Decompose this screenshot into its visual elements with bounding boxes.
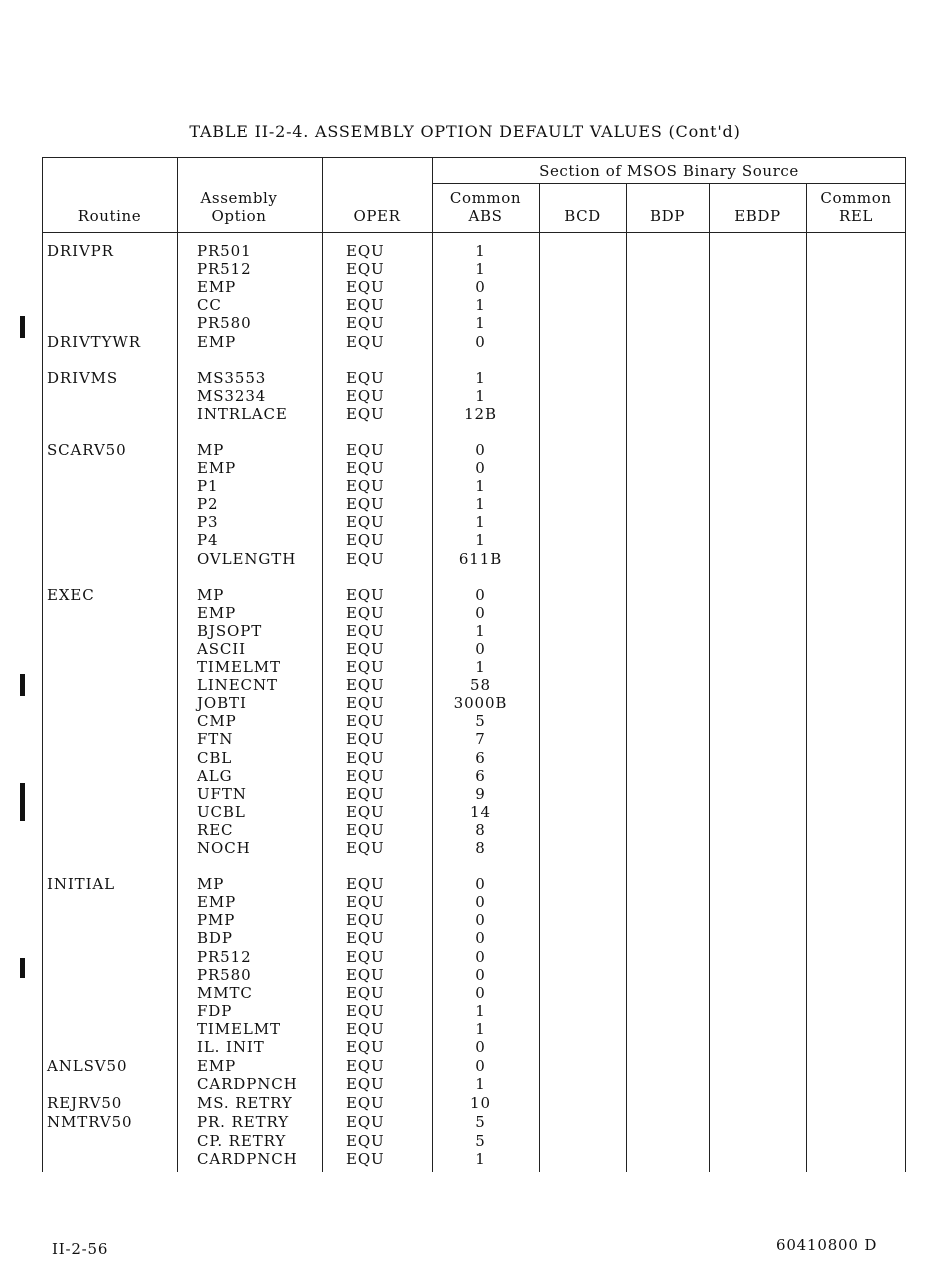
cell-option: PR512 [197,947,252,966]
assembly-option-table [42,157,906,1172]
cell-option: LINECNT [197,676,278,695]
change-bar [20,674,25,696]
cell-oper: EQU [346,965,385,984]
page-number: II-2-56 [52,1240,109,1258]
section-caption: Section of MSOS Binary Source [539,162,799,180]
cell-option: EMP [197,332,237,351]
cell-value: 0 [475,440,486,459]
cell-option: MS3553 [197,368,267,387]
cell-option: ASCII [197,639,246,658]
cell-value: 0 [475,459,486,477]
cell-oper: EQU [346,1149,385,1168]
cell-value: 1 [475,495,486,514]
cell-option: PR512 [197,260,252,279]
cell-value: 58 [470,676,491,695]
cell-value: 14 [470,802,491,821]
table-title: TABLE II-2-4. ASSEMBLY OPTION DEFAULT VALUES (Cont'd) [189,122,741,141]
cell-routine: EXEC [47,585,95,604]
cell-value: 0 [475,929,486,948]
cell-oper: EQU [346,1001,385,1020]
cell-oper: EQU [346,368,385,387]
cell-oper: EQU [346,531,385,550]
cell-oper: EQU [346,477,385,496]
common-rel-header-line2: REL [838,207,873,225]
cell-option: CARDPNCH [197,1075,298,1094]
cell-option: MP [197,585,225,604]
cell-oper: EQU [346,947,385,966]
cell-value: 1 [475,1001,486,1020]
cell-routine: INITIAL [47,875,115,894]
cell-value: 0 [475,1057,486,1076]
cell-oper: EQU [346,495,385,514]
cell-option: CARDPNCH [197,1149,298,1168]
assembly-header-line2: Option [211,207,267,225]
cell-oper: EQU [346,839,385,857]
cell-oper: EQU [346,296,385,315]
cell-oper: EQU [346,1057,385,1076]
cell-oper: EQU [346,242,385,260]
cell-option: MP [197,440,225,459]
common-abs-header-line1: Common [449,189,522,207]
cell-oper: EQU [346,658,385,676]
cell-value: 1 [475,531,486,550]
cell-value: 10 [470,1094,491,1113]
cell-oper: EQU [346,332,385,351]
cell-option: EMP [197,893,237,912]
header-divider [42,232,906,233]
cell-oper: EQU [346,784,385,803]
common-abs-header-line2: ABS [468,207,503,225]
cell-value: 5 [475,1131,486,1150]
cell-option: P3 [197,513,219,532]
document-number: 60410800 D [776,1236,878,1254]
cell-oper: EQU [346,929,385,948]
section-divider [432,183,906,184]
cell-option: PR580 [197,965,252,984]
cell-value: 0 [475,965,486,984]
table-rule [626,183,627,1172]
oper-header: OPER [353,207,401,225]
cell-option: MS. RETRY [197,1094,293,1113]
cell-routine: DRIVPR [47,242,114,260]
cell-oper: EQU [346,621,385,640]
cell-option: PMP [197,911,236,930]
cell-value: 0 [475,585,486,604]
cell-value: 1 [475,477,486,496]
cell-value: 0 [475,603,486,622]
cell-oper: EQU [346,1038,385,1056]
cell-option: BDP [197,929,233,948]
cell-option: OVLENGTH [197,549,297,568]
cell-value: 0 [475,893,486,912]
cell-value: 7 [475,730,486,749]
cell-oper: EQU [346,549,385,568]
cell-routine: ANLSV50 [47,1057,128,1076]
cell-oper: EQU [346,639,385,658]
cell-option: IL. INIT [197,1038,265,1056]
cell-value: 0 [475,983,486,1002]
cell-value: 6 [475,748,486,767]
cell-value: 5 [475,1113,486,1132]
cell-oper: EQU [346,766,385,785]
cell-value: 3000B [453,694,508,713]
table-rule [539,183,540,1172]
cell-value: 0 [475,1038,486,1056]
cell-routine: DRIVTYWR [47,332,141,351]
assembly-header-line1: Assembly [200,189,278,207]
cell-option: P1 [197,477,219,496]
change-bar [20,783,25,821]
cell-option: FTN [197,730,234,749]
cell-value: 1 [475,296,486,315]
cell-option: TIMELMT [197,1019,281,1038]
cell-value: 8 [475,820,486,839]
cell-option: CMP [197,712,237,731]
cell-value: 1 [475,513,486,532]
cell-value: 1 [475,314,486,333]
cell-oper: EQU [346,513,385,532]
cell-option: PR580 [197,314,252,333]
cell-value: 5 [475,712,486,731]
cell-oper: EQU [346,459,385,477]
table-rule [177,158,178,1172]
cell-option: ALG [197,766,233,785]
cell-value: 1 [475,1019,486,1038]
cell-oper: EQU [346,386,385,405]
cell-option: EMP [197,603,237,622]
cell-value: 1 [475,260,486,279]
cell-option: MMTC [197,983,253,1002]
cell-oper: EQU [346,1075,385,1094]
cell-routine: NMTRV50 [47,1113,133,1132]
cell-routine: DRIVMS [47,368,119,387]
ebdp-header: EBDP [734,207,781,225]
cell-value: 1 [475,1075,486,1094]
cell-option: EMP [197,278,237,297]
cell-option: CC [197,296,222,315]
cell-value: 0 [475,875,486,894]
cell-value: 611B [458,549,503,568]
cell-oper: EQU [346,440,385,459]
cell-oper: EQU [346,748,385,767]
cell-routine: REJRV50 [47,1094,123,1113]
cell-option: JOBTI [197,694,247,713]
bcd-header: BCD [564,207,601,225]
cell-value: 0 [475,278,486,297]
cell-value: 1 [475,1149,486,1168]
cell-routine: SCARV50 [47,440,127,459]
cell-value: 1 [475,621,486,640]
cell-oper: EQU [346,875,385,894]
cell-value: 1 [475,386,486,405]
cell-oper: EQU [346,1113,385,1132]
cell-oper: EQU [346,712,385,731]
table-rule [322,158,323,1172]
cell-option: PR. RETRY [197,1113,290,1132]
cell-value: 8 [475,839,486,857]
cell-oper: EQU [346,694,385,713]
cell-oper: EQU [346,260,385,279]
cell-oper: EQU [346,676,385,695]
cell-option: PR501 [197,242,252,260]
bdp-header: BDP [650,207,685,225]
cell-option: CBL [197,748,233,767]
cell-value: 1 [475,368,486,387]
cell-option: MP [197,875,225,894]
table-rule [806,183,807,1172]
cell-option: P2 [197,495,219,514]
cell-value: 6 [475,766,486,785]
cell-option: BJSOPT [197,621,263,640]
cell-value: 0 [475,911,486,930]
table-rule [905,158,906,1172]
change-bar [20,316,25,338]
cell-option: EMP [197,1057,237,1076]
routine-header: Routine [77,207,142,225]
cell-option: MS3234 [197,386,267,405]
cell-oper: EQU [346,1019,385,1038]
cell-oper: EQU [346,893,385,912]
cell-value: 0 [475,332,486,351]
table-rule [42,158,43,1172]
cell-oper: EQU [346,1094,385,1113]
cell-value: 0 [475,947,486,966]
cell-oper: EQU [346,314,385,333]
cell-value: 0 [475,639,486,658]
cell-oper: EQU [346,603,385,622]
table-rule [709,183,710,1172]
cell-option: UFTN [197,784,247,803]
cell-oper: EQU [346,911,385,930]
common-rel-header-line1: Common [820,189,892,207]
cell-option: REC [197,820,234,839]
cell-option: NOCH [197,839,251,857]
cell-value: 9 [475,784,486,803]
cell-oper: EQU [346,1131,385,1150]
change-bar [20,958,25,978]
cell-value: 1 [475,658,486,676]
cell-oper: EQU [346,730,385,749]
cell-oper: EQU [346,983,385,1002]
cell-option: FDP [197,1001,233,1020]
cell-option: CP. RETRY [197,1131,287,1150]
cell-value: 1 [475,242,486,260]
cell-option: TIMELMT [197,658,281,676]
cell-oper: EQU [346,278,385,297]
cell-oper: EQU [346,404,385,423]
cell-oper: EQU [346,585,385,604]
cell-value: 12B [464,404,497,423]
cell-option: UCBL [197,802,246,821]
cell-option: INTRLACE [197,404,288,423]
cell-option: EMP [197,459,237,477]
cell-oper: EQU [346,820,385,839]
cell-oper: EQU [346,802,385,821]
cell-option: P4 [197,531,219,550]
